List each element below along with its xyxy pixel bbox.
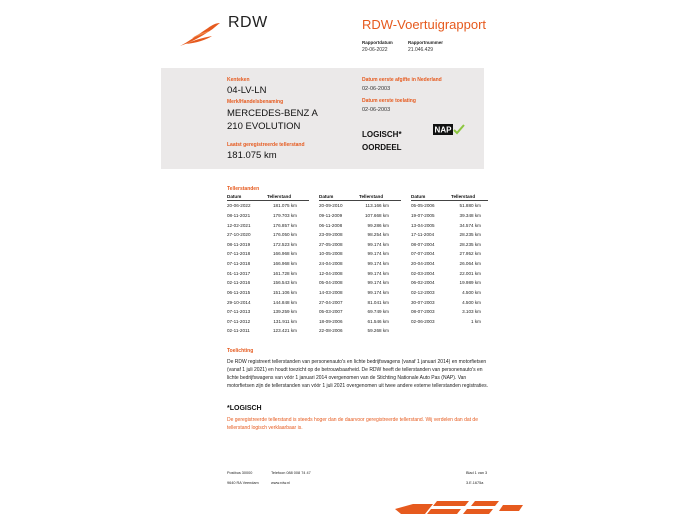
odometer-row bbox=[227, 288, 309, 298]
logisch-body: De geregistreerde tellerstand is steeds hoger dan de daarvoor geregistreerde tellerstand. Wij verdelen dan dat de tellerstand logisch verklaarbaar is. bbox=[227, 417, 478, 431]
plate-label: Kenteken bbox=[227, 77, 250, 83]
nap-logo-text: NAP bbox=[434, 125, 452, 135]
odometer-date: 27-10-2020 bbox=[227, 232, 251, 238]
odometer-date: 19-07-2005 bbox=[411, 212, 435, 218]
odometer-km: 131.911 km bbox=[273, 318, 297, 324]
odometer-date: 10-05-2008 bbox=[319, 251, 343, 257]
col-date-header: Datum bbox=[227, 194, 242, 199]
odometer-date: 06-02-2004 bbox=[411, 280, 435, 286]
footer-code: 3.E.1675a bbox=[466, 481, 484, 485]
odometer-date: 06-11-2015 bbox=[227, 289, 251, 295]
odometer-km: 27.952 km bbox=[459, 251, 481, 257]
judgement bbox=[362, 128, 402, 154]
odometer-km: 19.989 km bbox=[459, 280, 481, 286]
odometer-date: 08-11-2021 bbox=[227, 212, 251, 218]
odometer-km: 179.703 km bbox=[272, 212, 297, 218]
odometer-date: 05-04-2008 bbox=[319, 280, 343, 286]
col-km-header: Tellerstand bbox=[359, 194, 384, 199]
first-nl-label: Datum eerste afgifte in Nederland bbox=[362, 77, 442, 83]
odometer-row bbox=[319, 307, 401, 317]
odometer-date: 07-11-2013 bbox=[227, 309, 251, 315]
odometer-date: 20-06-2022 bbox=[227, 203, 251, 209]
odometer-date: 17-11-2004 bbox=[411, 232, 435, 238]
odometer-km: 172.523 km bbox=[272, 241, 297, 247]
odometer-km: 34.574 km bbox=[459, 222, 481, 228]
odometer-date: 07-11-2018 bbox=[227, 261, 251, 267]
model-value: 210 EVOLUTION bbox=[227, 121, 301, 132]
make-label: Merk/Handelsbenaming bbox=[227, 99, 284, 105]
odometer-row bbox=[319, 220, 401, 230]
odometer-date: 08-07-2003 bbox=[411, 309, 435, 315]
odometer-row bbox=[227, 249, 309, 259]
odometer-km: 166.968 km bbox=[272, 261, 297, 267]
odometer-row bbox=[227, 211, 309, 221]
vehicle-info-band bbox=[161, 68, 484, 169]
odometer-row bbox=[227, 317, 309, 327]
odometer-row bbox=[227, 201, 309, 211]
odometer-km: 4.500 km bbox=[462, 289, 481, 295]
odometer-date: 20-04-2004 bbox=[411, 261, 435, 267]
odometer-column-2 bbox=[319, 194, 401, 336]
odometer-row bbox=[411, 268, 488, 278]
odometer-date: 09-11-2009 bbox=[319, 212, 343, 218]
odometer-row bbox=[319, 278, 401, 288]
odometer-km: 139.259 km bbox=[272, 309, 297, 315]
judgement-line-2: OORDEEL bbox=[362, 143, 402, 152]
odometer-km: 176.857 km bbox=[272, 222, 297, 228]
odometer-date: 02-11-2011 bbox=[227, 328, 250, 334]
odometer-km: 99.174 km bbox=[367, 251, 389, 257]
odometer-km: 28.235 km bbox=[459, 232, 481, 238]
odometer-km: 4.500 km bbox=[462, 299, 481, 305]
odometer-date: 13-04-2005 bbox=[411, 222, 435, 228]
odometer-km: 51.880 km bbox=[459, 203, 481, 209]
odometer-row bbox=[227, 230, 309, 240]
odometer-date: 05-03-2007 bbox=[319, 309, 343, 315]
odometer-km: 107.668 km bbox=[364, 212, 389, 218]
odometer-date: 27-05-2008 bbox=[319, 241, 343, 247]
odometer-date: 29-10-2014 bbox=[227, 299, 251, 305]
odometer-date: 12-04-2008 bbox=[319, 270, 343, 276]
odometer-row bbox=[411, 249, 488, 259]
last-km-label: Laatst geregistreerde tellerstand bbox=[227, 142, 305, 148]
report-number: 21.046.429 bbox=[408, 47, 434, 53]
first-admission-value: 02-06-2003 bbox=[362, 107, 391, 113]
odometer-km: 176.050 km bbox=[272, 232, 297, 238]
odometer-date: 02-11-2016 bbox=[227, 280, 251, 286]
odometer-row bbox=[411, 211, 488, 221]
odometer-row bbox=[411, 288, 488, 298]
odometer-date: 30-07-2003 bbox=[411, 299, 435, 305]
odometer-km: 123.421 km bbox=[272, 328, 297, 334]
odometer-km: 99.174 km bbox=[367, 289, 389, 295]
odometer-date: 08-07-2004 bbox=[411, 241, 435, 247]
odometer-km: 81.041 km bbox=[367, 299, 389, 305]
odometer-row bbox=[227, 240, 309, 250]
odometer-date: 08-11-2019 bbox=[227, 241, 251, 247]
odometer-date: 01-11-2017 bbox=[227, 270, 251, 276]
odometer-km: 22.001 km bbox=[459, 270, 481, 276]
odometer-row bbox=[319, 288, 401, 298]
footer-web: www.rdw.nl bbox=[271, 481, 290, 485]
odometer-km: 99.174 km bbox=[367, 261, 389, 267]
odometer-date: 18-09-2006 bbox=[319, 318, 343, 324]
explanation-body: De RDW registreert tellerstanden van personenauto's en lichte bedrijfswagens (vanaf 1 januari 2014) en motorfietsen (vanaf 1 juli 2021) en houdt toezicht op de betrouwbaarheid. De RDW heeft de tellerstanden van personenauto's en lichte bedrijfswagens van vóór 1 januari 2014 overgenomen van de Stichting Nationale Auto Pas (NAP). Van motorfietsen zijn de tellerstanden van vóór 1 juli 2021 overgenomen uit twee andere externe tellerstanden registraties. bbox=[227, 359, 488, 389]
brand-name: RDW bbox=[228, 14, 268, 31]
rdw-logo-icon bbox=[178, 22, 222, 48]
odometer-km: 26.064 km bbox=[459, 261, 481, 267]
odometer-date: 02-12-2003 bbox=[411, 289, 435, 295]
odometer-km: 98.254 km bbox=[367, 232, 389, 238]
odometer-row bbox=[411, 278, 488, 288]
odometer-row bbox=[319, 326, 401, 336]
odometer-title: Tellerstanden bbox=[227, 186, 260, 192]
odometer-km: 99.286 km bbox=[367, 222, 389, 228]
odometer-header bbox=[319, 194, 401, 201]
odometer-km: 166.968 km bbox=[272, 251, 297, 257]
odometer-date: 06-11-2008 bbox=[319, 222, 343, 228]
odometer-date: 02-03-2004 bbox=[411, 270, 435, 276]
odometer-km: 69.749 km bbox=[367, 309, 389, 315]
plate-value: 04-LV-LN bbox=[227, 85, 267, 96]
odometer-row bbox=[411, 240, 488, 250]
footer-page: Blad 1 van 3 bbox=[466, 471, 488, 475]
odometer-row bbox=[319, 240, 401, 250]
decorative-stripes-icon bbox=[395, 497, 525, 514]
last-km-value: 181.075 km bbox=[227, 150, 277, 161]
odometer-row bbox=[319, 201, 401, 211]
odometer-km: 61.546 km bbox=[367, 318, 389, 324]
odometer-km: 1 km bbox=[471, 318, 481, 324]
odometer-km: 28.235 km bbox=[459, 241, 481, 247]
odometer-row bbox=[227, 307, 309, 317]
odometer-row bbox=[319, 259, 401, 269]
first-nl-value: 02-06-2003 bbox=[362, 86, 391, 92]
explanation-title: Toelichting bbox=[227, 348, 254, 354]
nap-logo-icon bbox=[433, 124, 465, 135]
judgement-line-1: LOGISCH* bbox=[362, 130, 402, 139]
odometer-km: 39.348 km bbox=[459, 212, 481, 218]
odometer-row bbox=[227, 297, 309, 307]
logisch-title: *LOGISCH bbox=[227, 405, 262, 412]
odometer-date: 24-04-2008 bbox=[319, 261, 343, 267]
odometer-row bbox=[227, 259, 309, 269]
odometer-row bbox=[411, 201, 488, 211]
odometer-row bbox=[319, 268, 401, 278]
col-km-header: Tellerstand bbox=[451, 194, 476, 199]
odometer-row bbox=[319, 211, 401, 221]
col-date-header: Datum bbox=[319, 194, 334, 199]
first-admission-label: Datum eerste toelating bbox=[362, 98, 416, 104]
odometer-date: 02-06-2003 bbox=[411, 318, 435, 324]
odometer-header bbox=[411, 194, 488, 201]
odometer-date: 23-09-2008 bbox=[319, 232, 343, 238]
odometer-row bbox=[227, 326, 309, 336]
report-date-label: Rapportdatum bbox=[362, 40, 393, 45]
odometer-row bbox=[411, 307, 488, 317]
odometer-km: 3.103 km bbox=[462, 309, 481, 315]
odometer-km: 181.075 km bbox=[272, 203, 297, 209]
odometer-column-1 bbox=[227, 194, 309, 336]
odometer-header bbox=[227, 194, 309, 201]
odometer-date: 20-09-2010 bbox=[319, 203, 343, 209]
odometer-row bbox=[319, 249, 401, 259]
odometer-km: 113.166 km bbox=[365, 203, 389, 209]
odometer-row bbox=[227, 268, 309, 278]
odometer-km: 59.268 km bbox=[367, 328, 389, 334]
odometer-row bbox=[411, 259, 488, 269]
report-date: 20-06-2022 bbox=[362, 47, 388, 53]
odometer-row bbox=[227, 278, 309, 288]
report-number-label: Rapportnummer bbox=[408, 40, 444, 45]
odometer-km: 99.174 km bbox=[367, 270, 389, 276]
make-value: MERCEDES-BENZ A bbox=[227, 108, 318, 119]
odometer-date: 07-11-2012 bbox=[227, 318, 251, 324]
odometer-row bbox=[319, 230, 401, 240]
odometer-row bbox=[411, 297, 488, 307]
odometer-km: 156.543 km bbox=[272, 280, 297, 286]
odometer-km: 144.848 km bbox=[272, 299, 297, 305]
odometer-km: 161.728 km bbox=[272, 270, 297, 276]
odometer-row bbox=[319, 297, 401, 307]
odometer-date: 12-02-2021 bbox=[227, 222, 251, 228]
odometer-date: 07-11-2018 bbox=[227, 251, 251, 257]
odometer-date: 27-04-2007 bbox=[319, 299, 343, 305]
odometer-row bbox=[227, 220, 309, 230]
odometer-row bbox=[411, 317, 488, 327]
odometer-date: 22-08-2006 bbox=[319, 328, 343, 334]
footer-phone: Telefoon 088 008 74 47 bbox=[271, 471, 311, 475]
odometer-row bbox=[319, 317, 401, 327]
footer-city: 9640 RA Veendam bbox=[227, 481, 259, 485]
odometer-row bbox=[411, 220, 488, 230]
col-km-header: Tellerstand bbox=[267, 194, 292, 199]
odometer-km: 99.174 km bbox=[367, 280, 389, 286]
odometer-row bbox=[411, 230, 488, 240]
odometer-km: 151.106 km bbox=[272, 289, 297, 295]
odometer-column-3 bbox=[411, 194, 488, 326]
footer-postbus: Postbus 30000 bbox=[227, 471, 253, 475]
document-title: RDW-Voertuigrapport bbox=[362, 17, 487, 32]
odometer-km: 99.174 km bbox=[367, 241, 389, 247]
col-date-header: Datum bbox=[411, 194, 426, 199]
odometer-date: 14-03-2008 bbox=[319, 289, 343, 295]
odometer-date: 05-05-2006 bbox=[411, 203, 435, 209]
odometer-date: 07-07-2004 bbox=[411, 251, 435, 257]
